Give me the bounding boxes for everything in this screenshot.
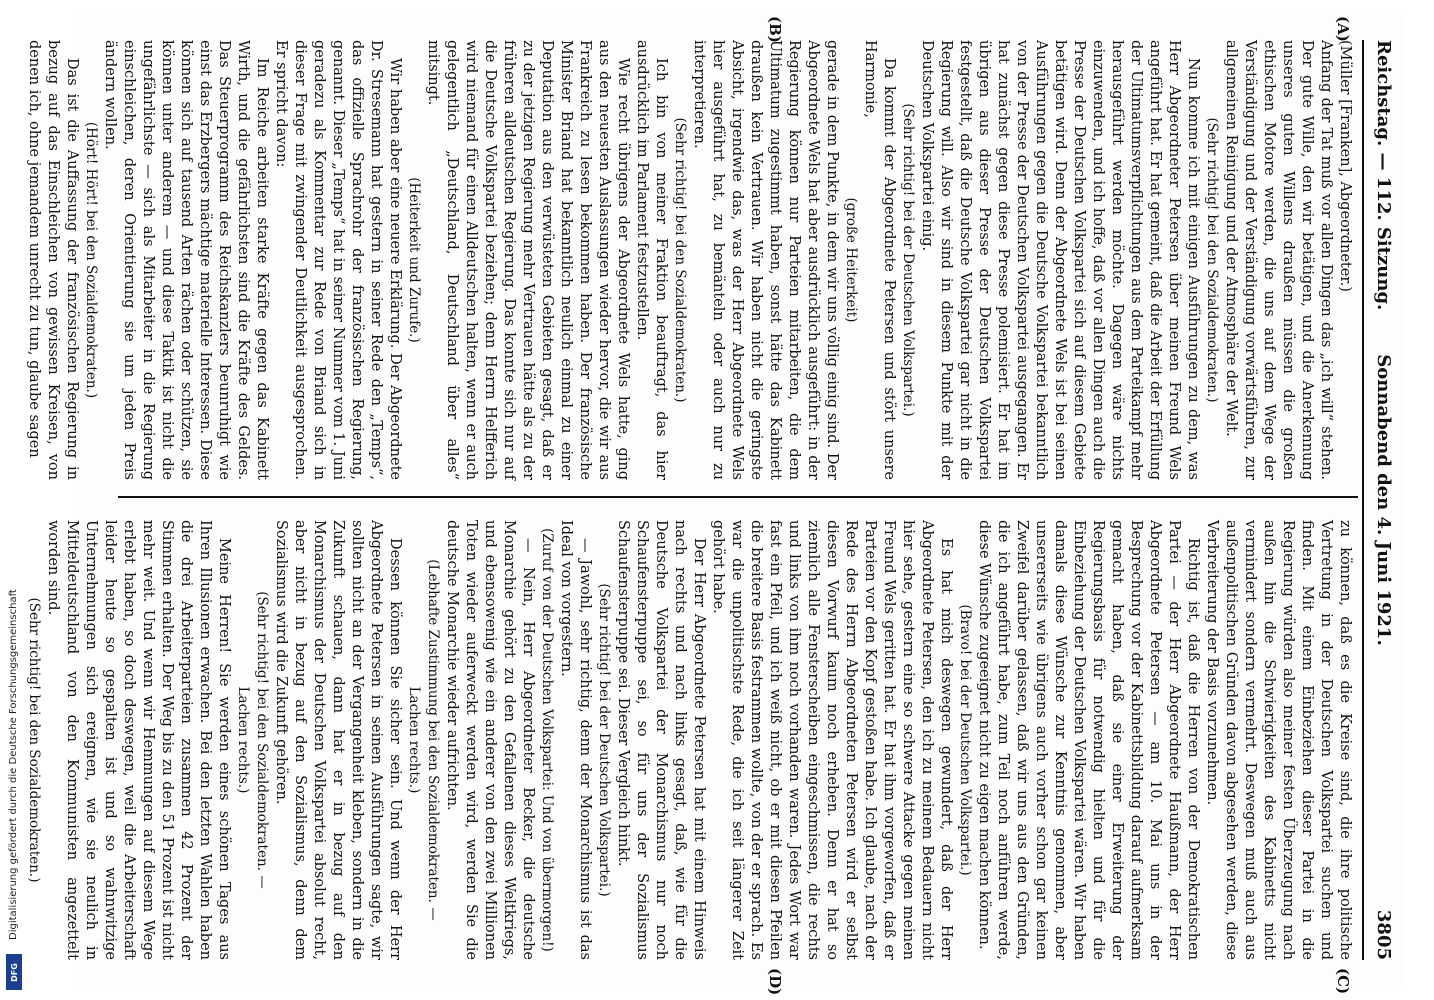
document-page	[26, 10, 1404, 996]
paragraph: Es hat mich deswegen gewundert, daß der Herr Abgeordnete Petersen, den ich zu meinem Bedauern nicht hier sehe, gestern eine so schwere Attacke gegen meinen Freund Wels geritten hat. Er hat ihm vorgeworfen, daß er Parteien vor den Kopf gestoßen habe. Ich glaube, nach der Rede des Herrn Abgeordneten Petersen wird er selbst diesen Vorwurf kaum noch erheben. Denn er hat so ziemlich alle Fensterscheiben eingeschmissen, die rechts und links von ihm noch vorhanden waren. Jedes Wort war fast ein Pfeil, und ich weiß nicht, ob er mit diesen Pfeilen die breitere Basis festrammen wollte, von der er sprach. Es war die unpolitischste Rede, die ich seit längerer Zeit gehört habe.	[710, 520, 954, 960]
paragraph: zu können, daß es die Kreise sind, die ihre politische Vertretung in der Deutschen Volkspartei suchen und finden. Mit einem Einbeziehen dieser Partei in die Regierung würden also meiner festen Überzeugung nach außen hin die Schwierigkeiten des Kabinetts nicht vermindert sondern vermehrt. Deswegen muß auch aus außenpolitischen Gründen davon abgesehen werden, diese Verbreiterung der Basis vorzunehmen.	[1204, 520, 1353, 960]
paragraph: Da kommt der Abgeordnete Petersen und stört unsere Harmonie,	[862, 40, 897, 480]
paragraph: Richtig ist, daß die Herren von der Demokratischen Partei — der Herr Abgeordnete Haußmann, der Herr Abgeordnete Petersen — am 10. Mai uns in der Besprechung vor der Kabinettsbildung darauf aufmerksam gemacht haben, daß sie einer Erweiterung der Regierungsbasis für notwendig hielten und für die Einbeziehung der Deutschen Volkspartei wären. Wir haben damals diese Wünsche zur Kenntnis genommen, aber unsererseits wie übrigens auch vorher schon gar keinen Zweifel darüber gelassen, daß wir uns aus den Gründen, die ich angeführt habe, zum Teil noch anführen werde, diese Wünsche zugeeignet nicht zu eigen machen können.	[976, 520, 1201, 960]
header-rule	[1362, 40, 1364, 960]
paragraph: Im Reiche arbeiten starke Kräfte gegen das Kabinett Wirth, und die gefährlichsten sind die Kräfte des Geldes. Das Steuerprogramm des Reichskanzlers beunruhigt wie einst das Erzbergers mächtige materielle Interessen. Diese können sich auf tausend Arten rächen oder schützen, sie können unter anderem — und diese Taktik ist nicht die ungefährlichste — sich als Mitarbeiter in die Regierung einschleichen, deren Orientierung sie um jeden Preis ändern wollen.	[102, 40, 270, 480]
dfg-logo-text: DFG	[9, 962, 19, 982]
interjection: (Sehr richtig! bei den Sozialdemokraten.)	[672, 117, 688, 403]
paragraph: Anfang der Tat muß vor allen Dingen das „ich will“ stehen. Der gute Wille, den wir betätigen, und die Anerkennung unseres guten Willens draußen müssen die großen ethischen Motore werden, die uns auf dem Wege der Verständigung und der Verständigung vorwärtsführen, zur allgemeinen Reinigung und der Atmosphäre der Welt.	[1223, 40, 1334, 480]
interjection: (große Heiterkeit)	[843, 197, 859, 323]
interjection: (Lebhafte Zustimmung bei den Sozialdemokraten. —	[425, 559, 441, 921]
speaker-label: (Müller [Franken], Abgeordneter.)	[1337, 40, 1353, 292]
column-separator	[118, 496, 1358, 498]
paragraph: Meine Herren! Sie werden eines schönen Tages aus Ihren Illusionen erwachen. Bei den letzten Wahlen haben die drei Arbeiterparteien zusammen 42 Prozent der Stimmen erhalten. Der Weg bis zu den 51 Prozent ist nicht mehr weit. Und wenn wir Hemmungen auf diesem Wege erlebt haben, so doch deswegen, weil die Arbeiterschaft leider heute so gespalten ist und so wahnwitzige Unternehmungen sich ereignen, wie sie neulich in Mitteldeutschland von den Kommunisten angezettelt worden sind.	[45, 520, 232, 960]
paragraph: Der Herr Abgeordnete Petersen hat mit einem Hinweis nach rechts und nach links gesagt, daß, wie für die Deutsche Volkspartei der Monarchismus nur noch Schaufensterpuppe sei, so für uns der Sozialismus Schaufensterpuppe sei. Dieser Vergleich hinkt.	[615, 520, 707, 960]
interjection: (Hört! Hört! bei den Sozialdemokraten.)	[83, 121, 99, 399]
paragraph: — Jawohl, sehr richtig, denn der Monarchismus ist das Ideal von vorgestern.	[558, 520, 593, 960]
paragraph: Wir haben aber eine neuere Erklärung. Der Abgeordnete Dr. Stresemann hat gestern in seiner Rede den „Temps“, das offizielle Sprachrohr der französischen Regierung, genannt. Dieser „Temps“ hat in seiner Nummer vom 1. Juni geradezu als Kommentar zur Rede von Briand sich in dieser Frage mit zwingender Deutlichkeit ausgesprochen. Er spricht davon:	[273, 40, 403, 480]
margin-marker-a: (A)	[1334, 16, 1352, 42]
paragraph: Nun komme ich mit einigen Ausführungen zu dem, was Herr Abgeordneter Petersen über meinen Freund Wels angeführt hat. Er hat gemeint, daß die Arbeit der Erfüllung der Ultimatumsverpflichtungen aus dem Parteikampf mehr herausgeführt werden möchte. Dagegen wäre nichts einzuwenden, und ich hoffe, daß vor allen Dingen auch die Presse der Deutschen Volkspartei sich auf diesem Gebiete betätigen wird. Denn der Abgeordnete Wels ist bei seinen Ausführungen gegen die Deutsche Volkspartei bekanntlich von der Presse der Deutschen Volkspartei ausgegangen. Er hat zunächst gegen diese Presse polemisiert. Er hat im übrigen aus dieser Presse der Deutschen Volkspartei festgestellt, daß die Deutsche Volkspartei gar nicht in die Regierung will. Also wir sind in diesem Punkte mit der Deutschen Volkspartei einig.	[919, 40, 1201, 480]
paragraph: gerade in dem Punkte, in dem wir uns völlig einig sind. Der Abgeordnete Wels hat aber ausdrücklich ausgeführt: in der Regierung können nur Parteien mitarbeiten, die dem Ultimatum zugestimmt haben, sonst hätte das Kabinett draußen kein Vertrauen. Wir haben nicht die geringste Absicht, irgendwie das, was der Herr Abgeordnete Wels hier ausgeführt hat, zu bemänteln oder auch nur zu interpretieren.	[691, 40, 840, 480]
digitization-credit	[8, 0, 22, 1000]
paragraph: Dessen können Sie sicher sein. Und wenn der Herr Abgeordnete Petersen in seinen Ausführungen sagte, wir sollten nicht an der Vergangenheit kleben, sondern in die Zukunft schauen, dann hat er in bezug auf den Monarchismus der Deutschen Volkspartei absolut recht, aber nicht in bezug auf den Sozialismus, denn dem Sozialismus wird die Zukunft gehören.	[273, 520, 403, 960]
paragraph: Wie recht übrigens der Abgeordnete Wels hatte, ging aus den neuesten Auslassungen wieder hervor, die wir aus Frankreich zu lesen bekommen haben. Der französische Minister Briand hat bekanntlich neulich einmal zu einer Deputation aus den verwüsteten Gebieten gesagt, daß er zu der jetzigen Regierung mehr Vertrauen hätte als zu der früheren alldeutschen Regierung. Das konnte sich nur auf die Deutsche Volkspartei beziehen; denn Herrn Helfferich wird niemand für einen Alldeutschen halten, wenn er auch gelegentlich „Deutschland, Deutschland über alles“ mitsingt.	[425, 40, 631, 480]
page-number: 3805	[1373, 909, 1394, 960]
margin-marker-d: (D)	[766, 968, 784, 996]
interjection: (Sehr richtig! bei der Deutschen Volkspartei.)	[596, 583, 612, 897]
margin-marker-b: (B)	[766, 16, 784, 43]
interjection: (Sehr richtig! bei den Sozialdemokraten.)	[26, 597, 42, 883]
page-header	[1368, 40, 1396, 960]
interjection: (Zuruf von der Deutschen Volkspartei: Und von übermorgen!)	[539, 528, 555, 952]
interjection: Lachen rechts.)	[406, 686, 422, 794]
left-column	[26, 40, 1354, 480]
interjection: (Sehr richtig! bei den Sozialdemokraten.)	[1204, 117, 1220, 403]
interjection: (Sehr richtig! bei den Sozialdemokraten. —	[254, 591, 270, 889]
paragraph: Das ist die Auffassung der französischen Regierung in bezug auf das Einschleichen von gewissen Kreisen, von denen ich, ohne jemandem unrecht zu tun, glaube sagen	[26, 40, 80, 480]
interjection: (Bravo! bei der Deutschen Volkspartei.)	[957, 604, 973, 876]
paragraph: Ich bin von meiner Fraktion beauftragt, das hier ausdrücklich im Parlament festzustellen.	[634, 40, 669, 480]
header-date: Sonnabend den 4. Juni 1921.	[1373, 354, 1394, 646]
margin-marker-c: (C)	[1334, 968, 1352, 995]
header-session: Reichstag. — 112. Sitzung.	[1373, 40, 1394, 311]
interjection: (Heiterkeit und Zurufe.)	[406, 177, 422, 343]
right-column	[26, 520, 1354, 960]
dfg-logo	[6, 954, 22, 990]
credit-text: Digitalisierung gefördert durch die Deutsche Forschungsgemeinschaft	[8, 589, 19, 940]
paragraph: — Nein, Herr Abgeordneter Becker, die deutsche Monarchie gehört zu den Gefallenen dieses Weltkriegs, und ebensowenig wie ein anderer von den zwei Millionen Toten wieder auferweckt werden wird, werden Sie die deutsche Monarchie wieder aufrichten.	[444, 520, 536, 960]
interjection: Lachen rechts.)	[235, 686, 251, 794]
interjection: (Sehr richtig! bei der Deutschen Volkspartei.)	[900, 103, 916, 417]
